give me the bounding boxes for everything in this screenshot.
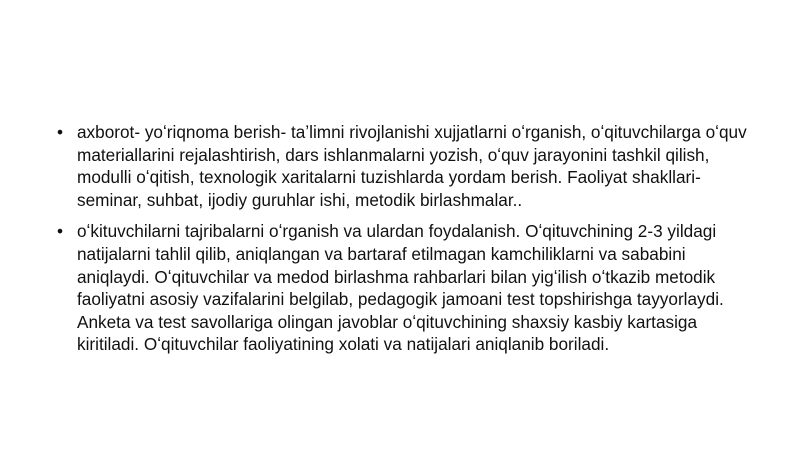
bullet-dot-icon: •: [57, 122, 64, 142]
slide-content: [57, 121, 747, 365]
bullet-item-1: [57, 121, 747, 211]
bullet-dot-icon: •: [57, 221, 64, 242]
bullet-text-1: axborot- yoʻriqnoma berish- taʼlimni rivojlanishi xujjatlarni oʻrganish, oʻqituvchilarga oʻquv materiallarini rejalashtirish, dars ishlanmalarni yozish, oʻquv jarayonini tashkil qilish, modulli oʻqitish, texnologik xaritalarni tuzishlarda yordam berish. Faoliyat shakllari- seminar, suhbat, ijodiy guruhlar ishi, metodik birlashmalar..: [77, 122, 747, 210]
bullet-list: [57, 121, 747, 356]
bullet-text-2: oʻkituvchilarni tajribalarni oʻrganish va ulardan foydalanish. Oʻqituvchining 2-3 yildagi natijalarni tahlil qilib, aniqlangan va bartaraf etilmagan kamchiliklarni va sababini aniqlaydi. Oʻqituvchilar va medod birlashma rahbarlari bilan yigʻilish oʻtkazib metodik faoliyatni asosiy vazifalarini belgilab, pedagogik jamoani test topshirishga tayyorlaydi. Anketa va test savollariga olingan javoblar oʻqituvchining shaxsiy kasbiy kartasiga kiritiladi. Oʻqituvchilar faoliyatining xolati va natijalari aniqlanib boriladi.: [77, 221, 724, 355]
bullet-item-2: [57, 220, 747, 356]
